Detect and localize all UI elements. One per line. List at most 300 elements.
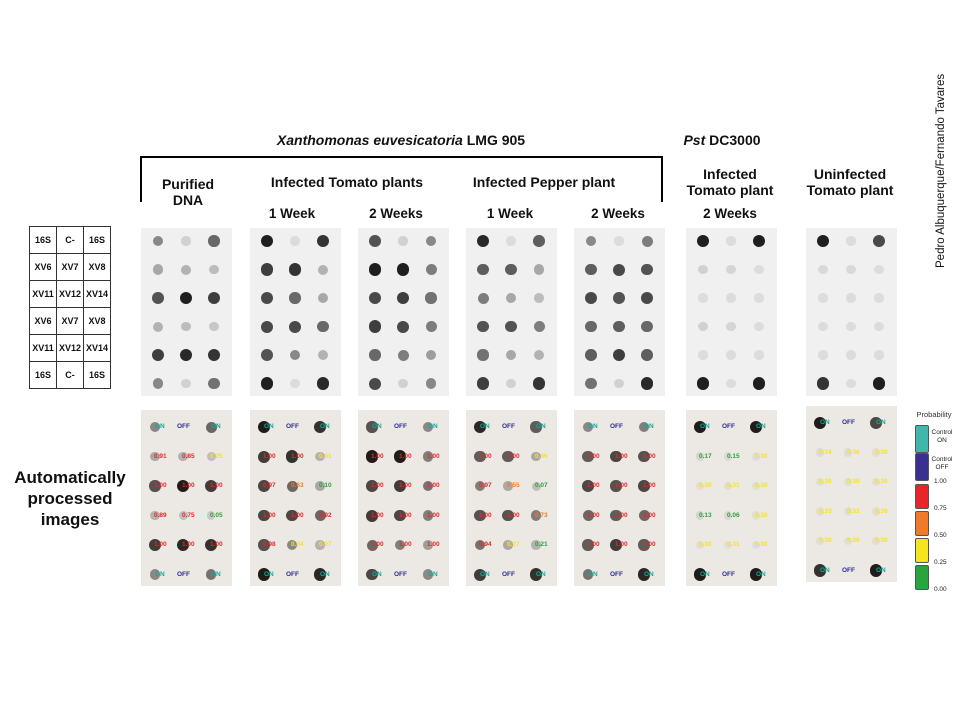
control-on-label: ON [320, 570, 330, 578]
raw-dot [585, 378, 596, 389]
probability-value: 0.15 [727, 452, 740, 460]
probability-value: 0.34 [291, 541, 304, 548]
raw-dot [613, 292, 625, 304]
raw-panel [141, 228, 232, 396]
raw-dot [641, 321, 652, 332]
raw-dot [181, 322, 191, 332]
raw-dot [874, 350, 883, 359]
probe-grid-cell: 16S [30, 227, 57, 254]
probability-value: 0.30 [875, 478, 888, 485]
probability-value: 0.30 [875, 537, 888, 544]
raw-dot [846, 322, 855, 331]
control-off-label: OFF [502, 423, 515, 430]
probability-value: 1.00 [615, 482, 628, 489]
raw-dot [613, 349, 625, 361]
raw-dot [369, 292, 381, 304]
probability-value: 0.25 [210, 452, 223, 460]
raw-dot [614, 379, 623, 388]
raw-dot [846, 265, 855, 274]
probability-value: 0.30 [819, 537, 832, 544]
probe-grid-cell: XV6 [30, 254, 57, 281]
raw-dot [261, 292, 273, 304]
raw-dot [153, 264, 163, 274]
probability-value: 1.00 [263, 511, 276, 519]
probability-value: 1.00 [427, 482, 440, 489]
probability-tick: 0.50 [934, 532, 947, 539]
probability-value: 0.55 [507, 482, 520, 489]
probability-value: 1.00 [371, 541, 384, 548]
processed-panel [250, 410, 341, 586]
raw-dot [153, 236, 164, 247]
control-on-label: ON [536, 423, 546, 430]
raw-dot [534, 293, 544, 303]
probability-value: 1.00 [154, 541, 167, 548]
control-on-label: ON [876, 566, 886, 574]
raw-dot [506, 236, 515, 245]
probability-value: 1.00 [587, 482, 600, 489]
raw-dot [317, 235, 329, 247]
probe-grid-cell: XV12 [57, 335, 84, 362]
header-uninfected-tomato-plant: Uninfected Tomato plant [806, 166, 894, 198]
week-label: 2 Weeks [703, 206, 757, 221]
raw-panel [574, 228, 665, 396]
raw-dot [426, 378, 437, 389]
raw-dot [534, 350, 544, 360]
xeuv-species: Xanthomonas euvesicatoria [276, 132, 463, 148]
raw-dot [153, 378, 164, 389]
probability-value: 0.21 [535, 541, 548, 548]
probe-layout-grid [29, 226, 111, 389]
probe-grid-cell: XV14 [84, 335, 111, 362]
xeuv-title [236, 132, 566, 148]
probability-value: 1.00 [615, 541, 628, 548]
control-on-label: ON [372, 570, 382, 578]
probability-value: 0.31 [727, 482, 740, 489]
control-on-label: ON [820, 566, 830, 574]
probability-title: Probability [916, 410, 952, 419]
processed-panel [574, 410, 665, 586]
probability-tick: 0.00 [934, 586, 947, 593]
probability-value: 0.31 [727, 541, 740, 548]
raw-dot [289, 263, 301, 275]
header-purified-dna: Purified DNA [161, 176, 215, 208]
probe-grid-row [30, 281, 111, 308]
probe-grid-cell: XV11 [30, 281, 57, 308]
raw-dot [398, 350, 409, 361]
probability-value: 0.33 [819, 507, 832, 515]
probability-value: 1.00 [210, 541, 223, 548]
raw-dot [152, 349, 164, 361]
control-off-label: OFF [502, 570, 515, 578]
probability-value: 1.00 [615, 452, 628, 460]
raw-dot [397, 321, 409, 333]
raw-dot [846, 379, 855, 388]
control-on-label: ON [700, 570, 710, 578]
control-on-label: ON [264, 570, 274, 578]
probability-yellow-swatch [915, 538, 929, 563]
raw-dot [181, 265, 191, 275]
control-off-label: OFF [394, 570, 407, 578]
week-label: 1 Week [268, 206, 316, 221]
control-on-label: ON [264, 423, 274, 430]
header-infected-pepper: Infected Pepper plant [472, 174, 616, 190]
control-off-label: OFF [610, 570, 623, 578]
raw-dot [698, 265, 707, 274]
raw-dot [209, 322, 219, 332]
header-infected-tomato: Infected Tomato plants [270, 174, 424, 190]
processed-panel [141, 410, 232, 586]
probe-grid-cell: XV7 [57, 308, 84, 335]
control-off-label: OFF [610, 423, 623, 430]
raw-dot [290, 379, 299, 388]
probability-value: 1.00 [291, 452, 304, 460]
probability-value: 0.17 [699, 452, 712, 460]
probability-red-swatch [915, 484, 929, 509]
probability-value: 1.00 [587, 511, 600, 519]
probability-value: 0.30 [699, 541, 712, 548]
raw-dot [818, 350, 827, 359]
probability-value: 0.36 [847, 448, 860, 456]
probability-value: 0.30 [847, 478, 860, 485]
raw-dot [754, 293, 763, 302]
probability-tick: 0.75 [934, 505, 947, 512]
probability-value: 1.00 [371, 511, 384, 519]
raw-dot [641, 377, 654, 390]
probe-grid-row [30, 308, 111, 335]
control-on-label: ON [756, 423, 766, 430]
probe-grid-cell: XV11 [30, 335, 57, 362]
raw-dot [289, 292, 300, 303]
raw-dot [817, 235, 830, 248]
raw-dot [613, 264, 625, 276]
raw-dot [369, 263, 382, 276]
raw-dot [208, 292, 220, 304]
probe-grid-cell: XV14 [84, 281, 111, 308]
raw-dot [585, 321, 596, 332]
raw-dot [698, 322, 707, 331]
control-on-label: ON [644, 570, 654, 578]
control-off-label: OFF [722, 570, 735, 578]
control-on-label: ON [428, 570, 438, 578]
control-on-label: ON [536, 570, 546, 578]
probe-grid-cell: XV6 [30, 308, 57, 335]
raw-dot [477, 235, 490, 248]
probability-value: 0.97 [263, 482, 276, 489]
probability-value: 0.75 [182, 511, 195, 519]
control-on-label: ON [428, 423, 438, 430]
raw-dot [477, 349, 488, 360]
probability-value: 1.00 [399, 511, 412, 519]
raw-panel [466, 228, 557, 396]
raw-dot [697, 377, 710, 390]
raw-dot [726, 265, 735, 274]
raw-dot [290, 350, 301, 361]
raw-dot [318, 293, 328, 303]
control-on-label: ON [155, 570, 165, 578]
raw-dot [641, 349, 653, 361]
probability-value: 0.30 [875, 507, 888, 515]
raw-dot [754, 322, 763, 331]
probability-value: 0.30 [875, 448, 888, 456]
probability-value: 1.00 [427, 541, 440, 548]
xeuv-strain: LMG 905 [462, 132, 526, 148]
probability-value: 1.00 [182, 541, 195, 548]
processed-panel [686, 410, 777, 586]
control-on-label: ON [644, 423, 654, 430]
raw-dot [289, 321, 301, 333]
probability-value: 1.00 [643, 541, 656, 548]
raw-dot [152, 292, 164, 304]
probability-value: 1.00 [479, 452, 492, 460]
control-on-label: ON [700, 423, 710, 430]
raw-dot [753, 377, 766, 390]
raw-dot [726, 236, 735, 245]
probability-orange-swatch [915, 511, 929, 536]
raw-dot [873, 235, 885, 247]
probability-legend [912, 408, 956, 592]
probability-value: 1.00 [507, 452, 520, 460]
raw-dot [874, 322, 883, 331]
raw-dot [874, 265, 883, 274]
probe-grid-cell: XV8 [84, 308, 111, 335]
raw-dot [397, 292, 409, 304]
probability-value: 1.00 [587, 452, 600, 460]
raw-dot [153, 322, 163, 332]
probability-value: 1.00 [182, 482, 195, 489]
probability-value: 0.30 [699, 482, 712, 489]
probe-grid-cell: C- [57, 227, 84, 254]
raw-dot [261, 377, 274, 390]
raw-dot [317, 377, 330, 390]
probability-value: 1.00 [399, 452, 412, 460]
raw-dot [846, 293, 855, 302]
probability-value: 0.30 [755, 482, 768, 489]
raw-dot [586, 236, 597, 247]
raw-dot [697, 235, 710, 248]
probability-value: 0.92 [319, 511, 332, 519]
control-on-label: ON [320, 423, 330, 430]
probability-value: 1.00 [427, 452, 440, 460]
control-off-label: OFF [177, 570, 190, 578]
raw-dot [181, 236, 190, 245]
probability-value: 0.85 [182, 452, 195, 460]
probability-tick: 0.25 [934, 559, 947, 566]
probability-value: 0.07 [535, 482, 548, 489]
raw-dot [585, 264, 597, 276]
raw-dot [290, 236, 299, 245]
raw-dot [533, 235, 545, 247]
probability-value: 0.34 [819, 448, 832, 456]
raw-dot [846, 350, 855, 359]
probability-value: 0.10 [319, 482, 332, 489]
control-off-label: OFF [286, 423, 299, 430]
probability-value: 1.00 [479, 511, 492, 519]
raw-dot [477, 321, 489, 333]
processed-panel [466, 410, 557, 586]
probability-green-swatch [915, 565, 929, 590]
control-on-label: ON [480, 423, 490, 430]
raw-dot [818, 265, 827, 274]
raw-dot [817, 377, 829, 389]
week-label: 1 Week [486, 206, 534, 221]
raw-panel [686, 228, 777, 396]
control-on-label: ON [756, 570, 766, 578]
control-off-label: OFF [842, 419, 855, 426]
probability-value: 0.89 [154, 511, 167, 519]
raw-dot [426, 350, 436, 360]
raw-dot [506, 379, 515, 388]
image-credit: Pedro Albuquerque/Fernando Tavares [935, 73, 947, 268]
raw-dot [261, 349, 273, 361]
probe-grid-cell: 16S [84, 227, 111, 254]
raw-dot [726, 322, 735, 331]
week-label: 2 Weeks [591, 206, 645, 221]
probability-value: 1.00 [371, 452, 384, 460]
control-on-label: Control ON [931, 429, 953, 444]
header-infected-tomato-plant: Infected Tomato plant [686, 166, 774, 198]
processed-panel [806, 406, 897, 582]
control-on-label: ON [211, 570, 221, 578]
probability-value: 0.06 [727, 511, 740, 519]
probability-value: 0.05 [210, 511, 223, 519]
probability-value: 0.30 [847, 537, 860, 544]
probability-value: 1.00 [643, 482, 656, 489]
raw-panel [250, 228, 341, 396]
raw-dot [369, 378, 381, 390]
raw-dot [641, 264, 653, 276]
raw-dot [426, 264, 437, 275]
raw-dot [369, 235, 381, 247]
raw-dot [477, 264, 489, 276]
raw-dot [477, 377, 489, 389]
probability-value: 1.00 [507, 511, 520, 519]
control-on-label: ON [480, 570, 490, 578]
raw-panel [358, 228, 449, 396]
probability-value: 0.73 [535, 511, 548, 519]
raw-dot [426, 236, 437, 247]
raw-dot [426, 321, 437, 332]
raw-dot [642, 236, 653, 247]
raw-dot [505, 321, 517, 333]
probe-grid-cell: 16S [84, 362, 111, 389]
raw-dot [261, 321, 273, 333]
probe-grid-cell: C- [57, 362, 84, 389]
control-off-label: OFF [177, 423, 190, 430]
raw-panel [806, 228, 897, 396]
raw-dot [754, 265, 763, 274]
raw-dot [181, 379, 190, 388]
control-off-label: OFF [286, 570, 299, 578]
raw-dot [317, 321, 328, 332]
probability-value: 0.27 [507, 541, 520, 548]
raw-dot [534, 321, 545, 332]
raw-dot [180, 292, 193, 305]
probability-value: 1.00 [371, 482, 384, 489]
control-on-label: ON [372, 423, 382, 430]
probability-value: 0.97 [479, 482, 492, 489]
processed-panel [358, 410, 449, 586]
raw-dot [533, 377, 545, 389]
raw-dot [698, 293, 707, 302]
raw-dot [585, 292, 597, 304]
raw-dot [726, 379, 735, 388]
raw-dot [208, 349, 220, 361]
probability-value: 1.00 [399, 541, 412, 548]
raw-dot [208, 378, 219, 389]
probability-value: 1.00 [587, 541, 600, 548]
probe-grid-cell: XV7 [57, 254, 84, 281]
control-on-label: ON [588, 570, 598, 578]
raw-dot [369, 320, 381, 332]
pst-strain: DC3000 [705, 132, 761, 148]
control-on-label: ON [155, 423, 165, 430]
raw-dot [585, 349, 597, 361]
probability-value: 0.27 [319, 541, 332, 548]
probability-value: 0.31 [319, 452, 332, 460]
probability-value: 0.30 [755, 511, 768, 519]
raw-dot [180, 349, 193, 362]
control-off-label: OFF [394, 423, 407, 430]
probability-value: 1.00 [291, 511, 304, 519]
raw-dot [698, 350, 707, 359]
probability-value: 1.00 [643, 511, 656, 519]
raw-dot [318, 350, 328, 360]
raw-dot [369, 349, 380, 360]
control-on-label: ON [876, 419, 886, 426]
raw-dot [398, 236, 407, 245]
raw-dot [505, 264, 517, 276]
raw-dot [873, 377, 886, 390]
raw-dot [261, 235, 274, 248]
pst-title [662, 132, 782, 148]
probability-value: 0.63 [291, 482, 304, 489]
probability-value: 1.00 [154, 482, 167, 489]
probe-grid-cell: 16S [30, 362, 57, 389]
raw-dot [726, 293, 735, 302]
pst-species: Pst [683, 132, 706, 148]
probability-value: 0.91 [154, 452, 167, 460]
probability-value: 0.36 [535, 452, 548, 460]
probability-value: 1.00 [210, 482, 223, 489]
probability-value: 1.00 [263, 452, 276, 460]
raw-dot [397, 263, 410, 276]
probe-grid-row [30, 362, 111, 389]
probability-value: 1.00 [427, 511, 440, 519]
control-on-label: ON [211, 423, 221, 430]
probability-value: 0.98 [263, 541, 276, 548]
raw-dot [261, 263, 273, 275]
control-off-label: OFF [842, 566, 855, 574]
probe-grid-cell: XV8 [84, 254, 111, 281]
week-label: 2 Weeks [369, 206, 423, 221]
raw-dot [753, 235, 766, 248]
raw-dot [425, 292, 436, 303]
auto-processed-label: Automatically processed images [14, 468, 126, 529]
raw-dot [534, 264, 544, 274]
raw-dot [614, 236, 623, 245]
probability-value: 0.30 [755, 452, 768, 460]
probability-value: 1.00 [399, 482, 412, 489]
control-on-label: ON [820, 419, 830, 426]
control-off-label: Control OFF [931, 456, 953, 471]
probe-grid-row [30, 335, 111, 362]
raw-dot [613, 321, 625, 333]
probability-value: 1.00 [615, 511, 628, 519]
probability-value: 0.13 [699, 511, 712, 519]
probability-tick: 1.00 [934, 478, 947, 485]
probability-value: 1.00 [643, 452, 656, 460]
control-on-label: ON [588, 423, 598, 430]
